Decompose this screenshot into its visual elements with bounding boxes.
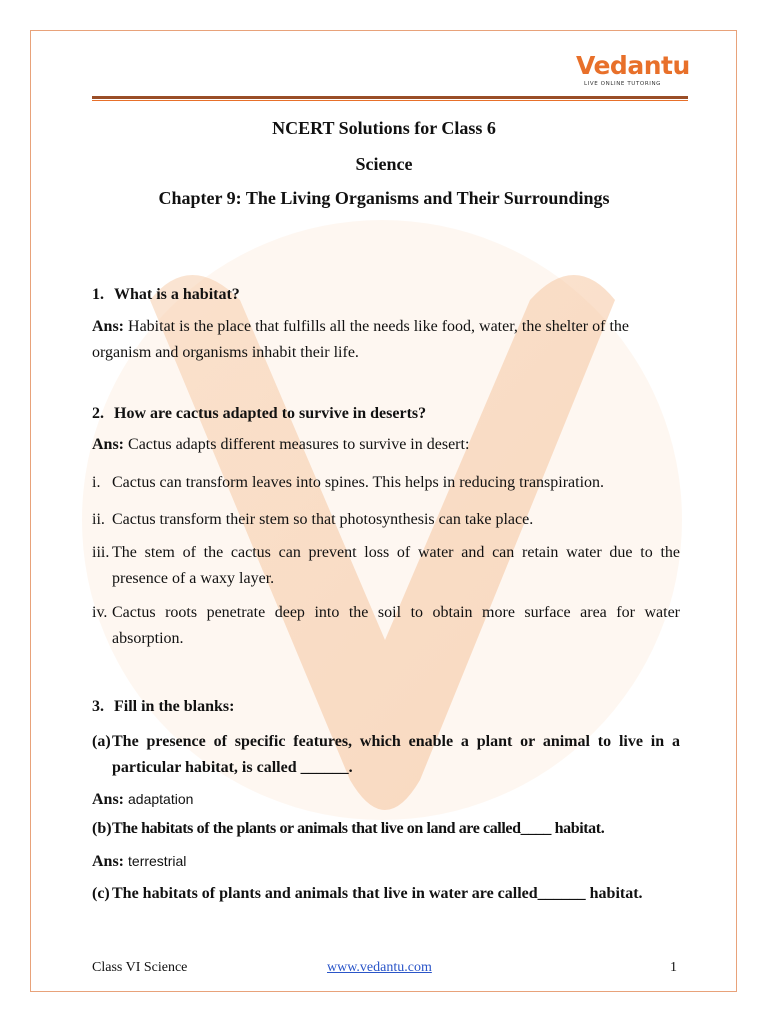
answer-2 bbox=[92, 432, 680, 458]
sub-question-text: The habitats of plants and animals that live in water are called______ habitat. bbox=[112, 885, 643, 902]
answer-label: Ans: bbox=[92, 853, 125, 870]
sub-question-marker: (a) bbox=[92, 733, 111, 750]
question-text: Fill in the blanks: bbox=[114, 698, 235, 715]
answer-text: terrestrial bbox=[128, 853, 187, 869]
answer-3a bbox=[92, 786, 680, 813]
list-marker: iii. bbox=[92, 544, 110, 561]
subject-title: Science bbox=[355, 154, 413, 174]
question-3 bbox=[92, 698, 234, 716]
list-item bbox=[92, 540, 680, 592]
footer-class-label: Class VI Science bbox=[92, 960, 188, 975]
list-text: Cactus transform their stem so that photosynthesis can take place. bbox=[112, 511, 534, 528]
answer-text: Cactus adapts different measures to survive in desert: bbox=[128, 436, 470, 453]
answer-label: Ans: bbox=[92, 791, 125, 808]
sub-question-a bbox=[92, 729, 680, 781]
list-item bbox=[92, 600, 680, 652]
list-item bbox=[92, 507, 680, 533]
answer-text: adaptation bbox=[128, 791, 194, 807]
list-text: Cactus roots penetrate deep into the soil to obtain more surface area for water absorption. bbox=[112, 604, 680, 647]
list-text: The stem of the cactus can prevent loss of water and can retain water due to the presence of a waxy layer. bbox=[112, 544, 680, 587]
sub-question-text: The presence of specific features, which enable a plant or animal to live in a particular habitat, is called ______. bbox=[112, 733, 680, 776]
document-title: NCERT Solutions for Class 6 bbox=[272, 118, 496, 138]
list-marker: iv. bbox=[92, 604, 108, 621]
sub-question-marker: (c) bbox=[92, 885, 110, 902]
list-item bbox=[92, 470, 680, 496]
question-number: 2. bbox=[92, 405, 104, 422]
page-number: 1 bbox=[670, 960, 677, 975]
question-number: 3. bbox=[92, 698, 104, 715]
sub-question-b bbox=[92, 816, 680, 842]
answer-label: Ans: bbox=[92, 318, 125, 335]
list-text: Cactus can transform leaves into spines. This helps in reducing transpiration. bbox=[112, 474, 605, 491]
sub-question-text: The habitats of the plants or animals that live on land are called____ habitat. bbox=[112, 820, 605, 837]
question-number: 1. bbox=[92, 286, 104, 303]
list-marker: i. bbox=[92, 474, 101, 491]
question-text: How are cactus adapted to survive in deserts? bbox=[114, 405, 427, 422]
question-1 bbox=[92, 286, 240, 304]
list-marker: ii. bbox=[92, 511, 105, 528]
chapter-title: Chapter 9: The Living Organisms and Their Surroundings bbox=[158, 188, 610, 208]
answer-text: Habitat is the place that fulfills all the needs like food, water, the shelter of the organism and organisms inhabit their life. bbox=[92, 318, 629, 361]
answer-1 bbox=[92, 314, 680, 366]
sub-question-c bbox=[92, 881, 680, 907]
question-text: What is a habitat? bbox=[114, 286, 240, 303]
logo-wordmark: Vedantu bbox=[576, 51, 690, 80]
logo-tagline: LIVE ONLINE TUTORING bbox=[584, 81, 662, 87]
header-rule-accent bbox=[92, 100, 688, 101]
answer-label: Ans: bbox=[92, 436, 125, 453]
vedantu-logo[interactable] bbox=[576, 51, 690, 96]
answer-3b bbox=[92, 848, 680, 875]
sub-question-marker: (b) bbox=[92, 820, 112, 837]
header-rule bbox=[92, 96, 688, 99]
question-2 bbox=[92, 405, 426, 423]
footer-website-link[interactable]: www.vedantu.com bbox=[327, 960, 432, 975]
